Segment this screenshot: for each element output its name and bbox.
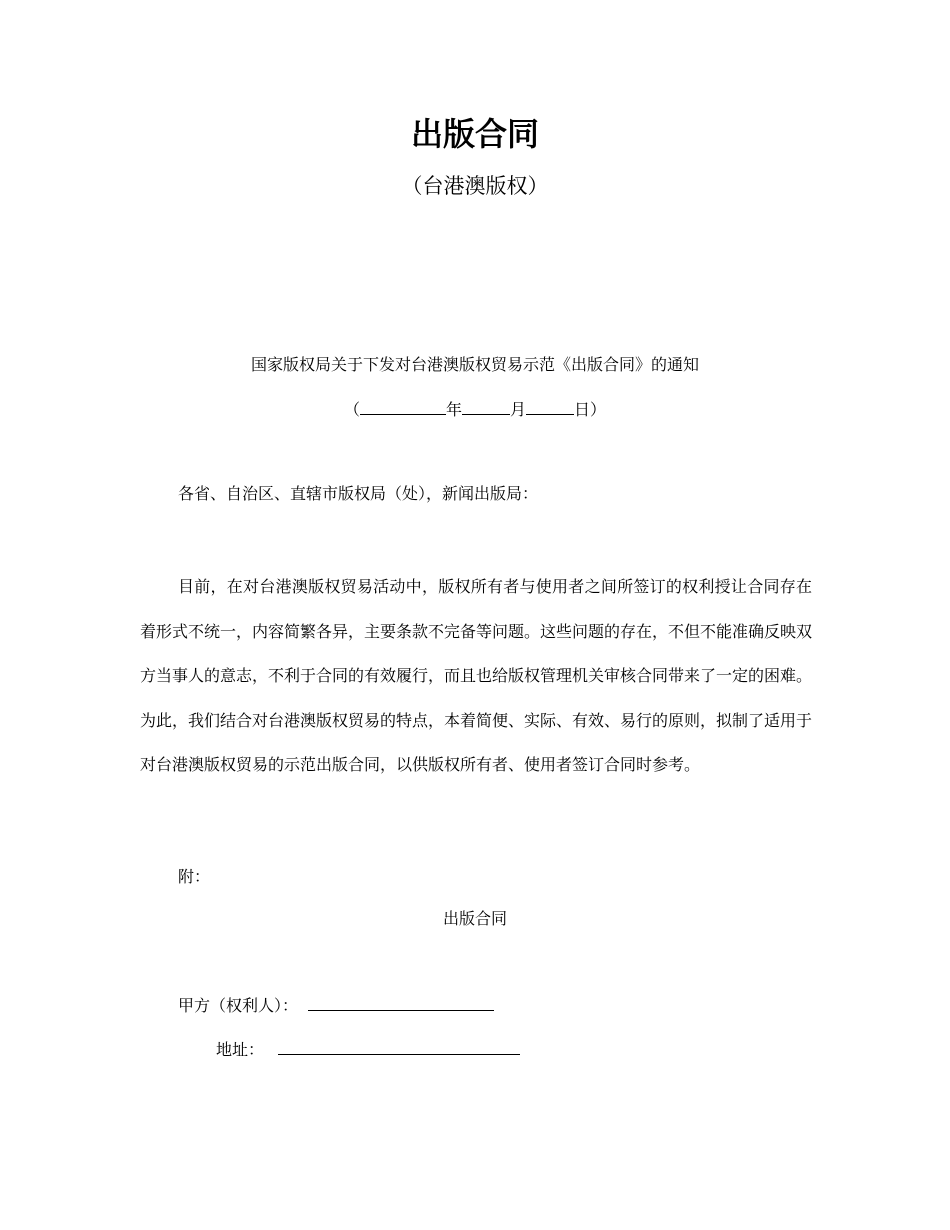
address-blank xyxy=(278,1034,520,1055)
day-blank xyxy=(526,396,574,415)
month-label: 月 xyxy=(510,400,527,419)
year-label: 年 xyxy=(445,400,462,419)
month-blank xyxy=(462,396,510,415)
document-title: 出版合同 xyxy=(410,115,539,153)
document-subtitle: （台港澳版权） xyxy=(401,174,549,198)
date-line xyxy=(0,396,950,424)
attachment-label: 附： xyxy=(178,867,211,886)
party-a-label: 甲方（权利人）： xyxy=(178,996,299,1015)
attachment-title: 出版合同 xyxy=(442,909,507,928)
notice-title: 国家版权局关于下发对台港澳版权贸易示范《出版合同》的通知 xyxy=(250,355,699,374)
body-paragraph: 目前，在对台港澳版权贸易活动中，版权所有者与使用者之间所签订的权利授让合同存在着形式不统一，内容简繁各异，主要条款不完备等问题。这些问题的存在，不但不能准确反映双方当事人的意志，不利于合同的有效履行，而且也给版权管理机关审核合同带来了一定的困难。为此，我们结合对台港澳版权贸易的特点，本着简便、实际、有效、易行的原则，拟制了适用于对台港澳版权贸易的示范出版合同，以供版权所有者、使用者签订合同时参考。 xyxy=(140,577,813,774)
year-blank xyxy=(360,396,446,415)
address-row xyxy=(216,1034,520,1064)
salutation: 各省、自治区、直辖市版权局（处），新闻出版局： xyxy=(178,484,539,503)
address-label: 地址： xyxy=(216,1040,265,1059)
party-a-blank xyxy=(308,990,494,1011)
party-a-row xyxy=(178,990,494,1020)
date-open-paren: （ xyxy=(343,400,360,419)
day-label: 日） xyxy=(574,400,607,419)
